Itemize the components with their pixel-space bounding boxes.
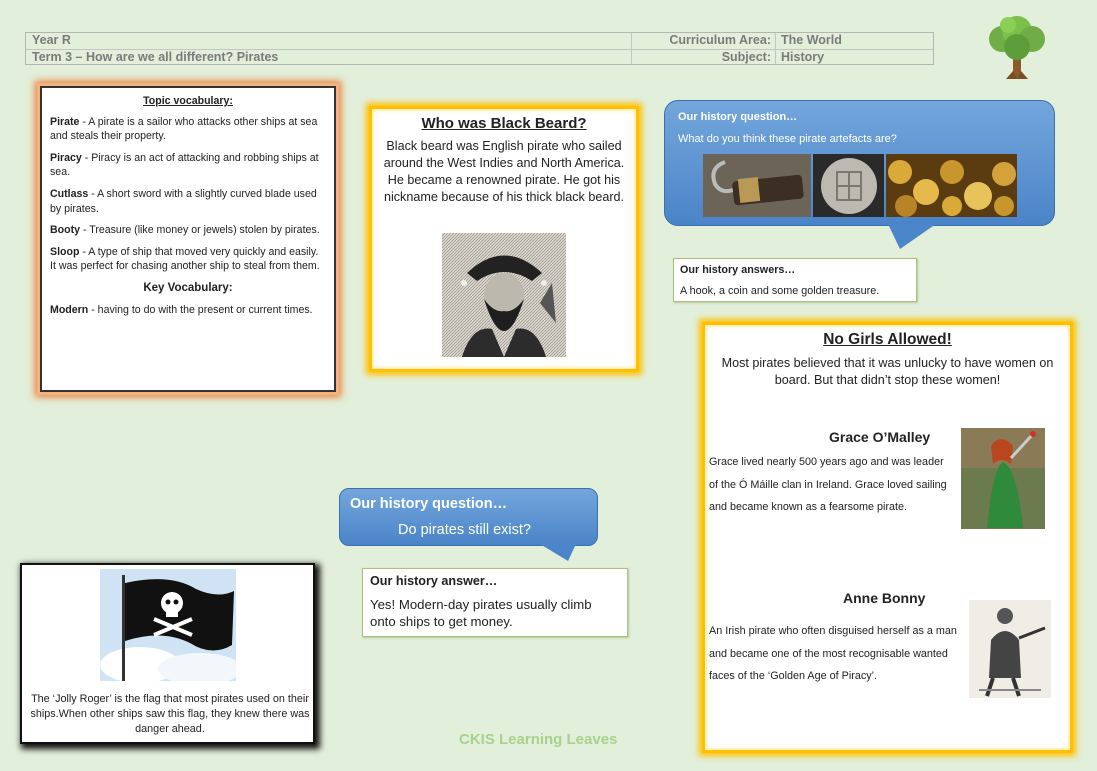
anne-text: An Irish pirate who often disguised herself as a man and became one of the most recognisable wanted faces of the ‘Golden Age of Piracy’. (709, 625, 957, 682)
key-vocab-heading: Key Vocabulary: (143, 281, 233, 294)
vocab-item: Booty - Treasure (like money or jewels) stolen by pirates. (50, 224, 320, 237)
treasure-image (886, 154, 1017, 217)
subject-value: History (781, 50, 825, 64)
question-title: Our history question… (350, 496, 508, 512)
jolly-roger-box (20, 563, 315, 744)
history-answer-box-2 (362, 568, 628, 637)
anne-name: Anne Bonny (843, 590, 926, 606)
jolly-roger-flag-image (100, 569, 236, 681)
grace-name: Grace O’Malley (829, 429, 931, 445)
question-text: Do pirates still exist? (398, 522, 531, 538)
answer-title: Our history answer… (370, 574, 498, 588)
vocab-item: Cutlass - A short sword with a slightly curved blade used by pirates. (50, 187, 317, 215)
blackbeard-title: Who was Black Beard? (421, 115, 587, 132)
bubble-tail (888, 224, 938, 250)
term-label: Term 3 – How are we all different? Pirates (32, 50, 279, 64)
answer-text: Yes! Modern-day pirates usually climb onto ships to get money. (370, 597, 592, 629)
blackbeard-text: Black beard was English pirate who sailed around the West Indies and North America. He became a renowned pirate. He got his nickname because of his thick black beard. (383, 139, 625, 204)
curriculum-label: Curriculum Area: (669, 33, 771, 47)
answer-text: A hook, a coin and some golden treasure. (680, 285, 880, 297)
vocab-item: Sloop - A type of ship that moved very quickly and easily. It was perfect for chasing another ship to steal from them. (50, 245, 320, 273)
blackbeard-box (369, 106, 639, 372)
curriculum-value: The World (781, 33, 842, 47)
blackbeard-portrait (442, 233, 566, 357)
anne-bonny-portrait (969, 600, 1051, 698)
question-title: Our history question… (678, 111, 798, 123)
jolly-roger-caption: The ‘Jolly Roger’ is the flag that most pirates used on their ships.When other ships saw this flag, they knew there was danger ahead. (30, 693, 310, 735)
vocab-item: Modern - having to do with the present or current times. (50, 303, 313, 316)
no-girls-box (702, 322, 1073, 753)
no-girls-title: No Girls Allowed! (823, 331, 952, 348)
history-question-bubble-2 (339, 488, 598, 546)
answer-title: Our history answers… (680, 264, 796, 276)
vocabulary-box (40, 86, 336, 392)
year-label: Year R (32, 33, 71, 47)
coin-image (813, 154, 884, 217)
tree-logo (984, 13, 1050, 81)
no-girls-intro: Most pirates believed that it was unlucky to have women on board. But that didn’t stop these women! (721, 356, 1054, 387)
grace-text: Grace lived nearly 500 years ago and was leader of the Ó Máille clan in Ireland. Grace loved sailing and became known as a fearsome pirate. (709, 456, 947, 513)
hook-image (703, 154, 811, 217)
question-text: What do you think these pirate artefacts are? (678, 133, 897, 145)
subject-label: Subject: (721, 50, 771, 64)
header-table (25, 32, 934, 65)
vocab-item: Pirate - A pirate is a sailor who attacks other ships at sea and steals their property. (50, 115, 318, 143)
bubble-tail (540, 544, 580, 562)
history-question-bubble (664, 100, 1055, 226)
footer-brand: CKIS Learning Leaves (459, 731, 618, 748)
vocab-item: Piracy - Piracy is an act of attacking and robbing ships at sea. (50, 151, 319, 179)
grace-omalley-portrait (961, 428, 1045, 529)
history-answer-box (673, 258, 917, 302)
vocab-heading: Topic vocabulary: (143, 95, 233, 107)
